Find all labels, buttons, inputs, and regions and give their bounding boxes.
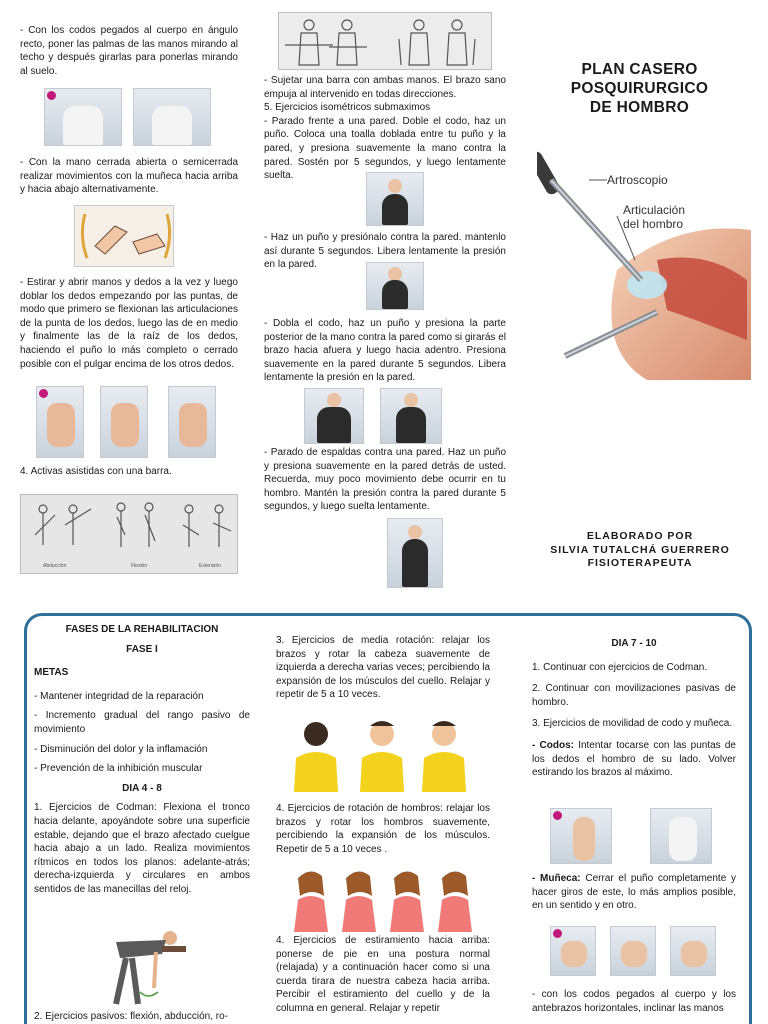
label-codos: - Codos: [532, 739, 574, 751]
instruction-forearm-rotation: - Con los codos pegados al cuerpo en ángulo recto, poner las palmas de las manos mirando al techo y después girarlas para ponerlas mirando al suelo. [20, 25, 238, 77]
photo-forearm-rotation-2 [133, 88, 211, 146]
wrist-motion-icon [75, 206, 174, 267]
label-articulacion-2: del hombro [623, 217, 684, 231]
day-heading-7-10: DIA 7 - 10 [611, 638, 657, 649]
instruction-continue-codman: 1. Continuar con ejercicios de Codman. [532, 661, 708, 673]
instruction-codman: 1. Ejercicios de Codman: Flexiona el tronco hacia delante, apoyándote sobre una superficie estable, dejando que el brazo afectado cuelgue hacia abajo a un lado. Realiza movimientos rítmicos en todos los planos: adelante-atrás; derecha-izquierda y circulares en ambos sentidos de las manecillas del reloj. [34, 802, 250, 895]
credits [540, 530, 740, 571]
panel-top-middle-4 [264, 446, 506, 520]
sketch-bar-exercises [20, 494, 238, 574]
goal-item: - Incremento gradual del rango pasivo de movimiento [34, 710, 250, 735]
heading-active-assisted: 4. Activas asistidas con una barra. [20, 466, 172, 477]
panel-bottom-left [34, 623, 250, 903]
photo-elbow-2 [650, 808, 712, 864]
step-badge [39, 389, 48, 398]
photo-wrist-2 [610, 926, 656, 976]
panel-top-left-3 [20, 276, 238, 377]
sketch-label-abduccion: Abducción [43, 563, 67, 569]
goals-heading: METAS [34, 667, 69, 679]
illustration-neck-rotation [284, 712, 478, 792]
panel-top-left-4 [20, 465, 238, 485]
illustration-wrist-movement [74, 205, 174, 267]
credit-role: FISIOTERAPEUTA [587, 557, 693, 569]
photo-elbow-1 [550, 808, 612, 864]
instruction-neck-rotation: 3. Ejercicios de media rotación: relajar los brazos y rotar la cabeza suavemente de izquierda a derecha varias veces; percibiendo la expansión de los músculos del cuello. Relajar y repetir de 5 a 10 veces. [276, 635, 491, 701]
panel-bottom-middle-3 [276, 934, 490, 1022]
label-muneca: - Muñeca: [532, 873, 581, 884]
instruction-isometric-front: - Parado frente a una pared. Doble el codo, haz un puño. Coloca una toalla doblada entre tu puño y la pared, y presiona suavemente la mano contra la pared. Sostén por 5 segundos, y luego lentamente suelta. [264, 115, 506, 182]
instruction-elbows-horizontal: - con los codos pegados al cuerpo y los antebrazos horizontales, inclinar las manos [532, 989, 736, 1014]
label-artroscopio: Artroscopio [607, 173, 668, 187]
step-badge [47, 91, 56, 100]
section-heading: FASES DE LA REHABILITACION [65, 624, 219, 635]
phase-heading: FASE I [126, 643, 158, 655]
heading-isometric: 5. Ejercicios isométricos submaximos [264, 102, 431, 114]
credit-line-1: ELABORADO POR [586, 530, 694, 542]
instruction-back-wall: - Parado de espaldas contra una pared. Haz un puño y presiona suavemente en la pared detrás de usted. Recuerda, muy poco movimiento debe ocurrir en tu hombro. Mantén la presión contra la pared durante 5 segundos, y luego suelta lentamente. [264, 447, 506, 513]
step-badge [553, 811, 562, 820]
codman-figure [96, 924, 188, 1008]
panel-top-middle-3 [264, 317, 506, 391]
instruction-elbows [532, 739, 736, 780]
instruction-upward-stretch: 4. Ejercicios de estiramiento hacia arriba: ponerse de pie en una postura normal (relajada) y a continuación hacer como si una cuerda tirara de nuestra cabeza hacia arriba. Percibir el estiramiento del cuello y de la columna en general. Relajar y repetir [276, 935, 490, 1014]
panel-bottom-right-3 [532, 988, 736, 1021]
photo-external-rotation-1 [304, 388, 364, 444]
title-line-2: POSQUIRURGICO [570, 80, 709, 97]
photo-external-rotation-2 [380, 388, 442, 444]
illustration-codman [96, 924, 188, 1008]
photo-hand-1 [36, 386, 84, 458]
instruction-fist-wall: - Haz un puño y presiónalo contra la pared. mantenlo así durante 5 segundos. Libera lentamente la presión en la pared. [264, 232, 506, 271]
instruction-wrist [532, 872, 736, 913]
shoulder-rotation-figures [288, 866, 476, 932]
instruction-shoulder-rotation: 4. Ejercicios de rotación de hombros: relajar los brazos y rotar los hombros suavemente, percibiendo la expansión de los músculos. Repetir de 5 a 10 veces . [276, 803, 490, 855]
photo-wrist-1 [550, 926, 596, 976]
text-codos: Intentar tocarse con las puntas de los dedos el hombro de su lado. Volver estirando los brazos al máximo. [532, 739, 736, 779]
day-heading-4-8: DIA 4 - 8 [122, 782, 162, 794]
arthroscopy-illustration [537, 150, 751, 380]
label-articulacion-1: Articulación [623, 203, 686, 217]
instruction-finger-flexion: - Estirar y abrir manos y dedos a la vez y luego doblar los dedos empezando por las puntas, de modo que primero se flexionan las articulaciones de la punta de los dedos, luego las de en medio y finalmente las de la raíz de los dedos, haciendo el puño lo más completo o cerrado posible con el pulgar encima de los otros dedos. [20, 277, 238, 370]
shoulder-arthroscopy-image [537, 150, 751, 380]
panel-bottom-right [532, 637, 736, 786]
goal-item: - Disminución del dolor y la inflamación [34, 743, 208, 755]
title-line-1: PLAN CASERO [581, 61, 698, 78]
panel-bottom-right-2 [532, 872, 736, 919]
instruction-passive-mobilization: 2. Continuar con movilizaciones pasivas de hombro. [532, 683, 736, 708]
bar-exercise-figures [21, 495, 238, 574]
instruction-elbow-wrist: 3. Ejercicios de movilidad de codo y muñeca. [532, 718, 733, 730]
sketch-bar-push [278, 12, 492, 70]
goal-item: - Prevención de la inhibición muscular [34, 763, 203, 775]
photo-fist-wall [366, 262, 424, 310]
photo-hand-3 [168, 386, 216, 458]
neck-rotation-figures [284, 712, 478, 792]
panel-bottom-left-2 [34, 1010, 250, 1024]
photo-isometric-front [366, 172, 424, 226]
photo-wrist-3 [670, 926, 716, 976]
instruction-wrist-flexion: - Con la mano cerrada abierta o semicerrada realizar movimientos con la muñeca hacia arriba y hacia abajo alternativamente. [20, 157, 238, 196]
instruction-passive: 2. Ejercicios pasivos: flexión, abducción, ro- [34, 1011, 228, 1022]
sketch-label-flexion: Flexión [131, 563, 148, 569]
step-badge [553, 929, 562, 938]
photo-forearm-rotation-1 [44, 88, 122, 146]
photo-hand-2 [100, 386, 148, 458]
bar-push-figures [279, 13, 492, 70]
panel-top-left [20, 24, 238, 84]
panel-top-left-2 [20, 156, 238, 203]
credit-author: SILVIA TUTALCHÁ GUERRERO [550, 543, 730, 556]
instruction-external-rotation: - Dobla el codo, haz un puño y presiona la parte posterior de la mano contra la pared como si girarás el brazo hacia afuera y luego hacia adentro. Presiona suavemente en la pared durante 5 segundos. Libera lentamente la presión en la pared. [264, 318, 506, 384]
text-muneca: Cerrar el puño completamente y hacer giros de este, lo más amplios posible, en un sentido y en otro. [532, 873, 737, 912]
illustration-shoulder-rotation [288, 866, 476, 932]
title-line-3: DE HOMBRO [589, 99, 690, 116]
goal-item: - Mantener integridad de la reparación [34, 690, 204, 702]
photo-back-wall [387, 518, 443, 588]
panel-bottom-middle-2 [276, 802, 490, 862]
sketch-label-extension: Extensión [199, 563, 221, 569]
brochure-title [537, 60, 742, 117]
instruction-bar-push: - Sujetar una barra con ambas manos. El brazo sano empuja al intervenido en todas direcciones. [264, 75, 506, 100]
panel-bottom-middle [276, 634, 490, 708]
